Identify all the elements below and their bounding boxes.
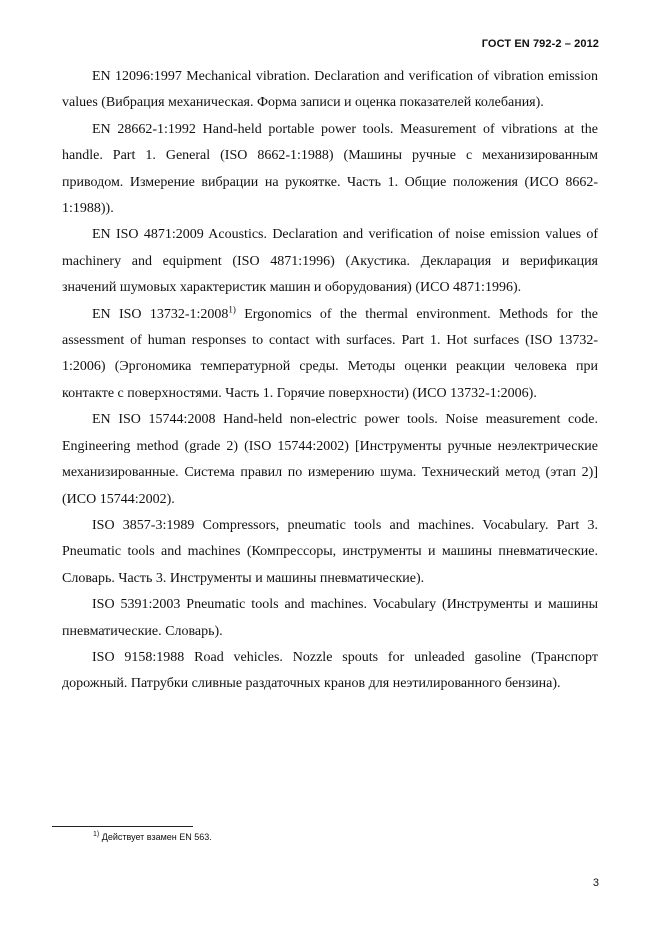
normative-references-list (62, 64, 598, 698)
reference-item: ISO 9158:1988 Road vehicles. Nozzle spouts for unleaded gasoline (Транспорт дорожный. Патрубки сливные раздаточных кранов для неэтилированного бензина). (62, 649, 598, 692)
reference-item: EN 12096:1997 Mechanical vibration. Declaration and verification of vibration emission values (Вибрация механическая. Форма записи и оценка показателей колебания). (62, 69, 598, 111)
reference-item: ISO 3857-3:1989 Compressors, pneumatic tools and machines. Vocabulary. Part 3. Pneumatic tools and machines (Компрессоры, инструменты и машины пневматические. Словарь. Часть 3. Инструменты и машины пневматические). (62, 517, 598, 586)
reference-item: EN 28662-1:1992 Hand-held portable power tools. Measurement of vibrations at the handle. Part 1. General (ISO 8662-1:1988) (Машины ручные с механизированным приводом. Измерение вибрации на рукоятке. Часть 1. Общие положения (ИСО 8662-1:1988)). (62, 121, 598, 217)
footnote-mark: 1) (93, 831, 100, 838)
footnote-text: Действует взамен EN 563. (99, 832, 212, 842)
reference-item: EN ISO 15744:2008 Hand-held non-electric power tools. Noise measurement code. Engineering method (grade 2) (ISO 15744:2002) [Инструменты ручные неэлектрические механизированные. Система правил по измерению шума. Технический метод (этап 2)] (ИСО 15744:2002). (62, 412, 598, 507)
footnote-separator (52, 826, 193, 827)
reference-designation: EN ISO 13732-1:2008 (92, 306, 229, 322)
reference-item: EN ISO 4871:2009 Acoustics. Declaration and verification of noise emission values of machinery and equipment (ISO 4871:1996) (Акустика. Декларация и верификация значений шумовых характеристик машин и оборудования) (ИСО 4871:1996). (62, 227, 598, 296)
reference-title: Ergonomics of the thermal environment. Methods for the assessment of human responses to contact with surfaces. Part 1. Hot surfaces (ISO 13732-1:2006) (Эргономика температурной среды. Методы оценки реакции человека при контакте с поверхностями. Часть 1. Горячие поверхности) (ИСО 13732-1:2006). (62, 306, 598, 401)
reference-item (62, 302, 598, 408)
reference-item: ISO 5391:2003 Pneumatic tools and machines. Vocabulary (Инструменты и машины пневматические. Словарь). (62, 597, 598, 639)
document-header: ГОСТ EN 792-2 – 2012 (481, 38, 599, 50)
footnote (93, 832, 212, 842)
footnote-reference-mark: 1) (228, 304, 236, 314)
page-number: 3 (592, 877, 599, 889)
